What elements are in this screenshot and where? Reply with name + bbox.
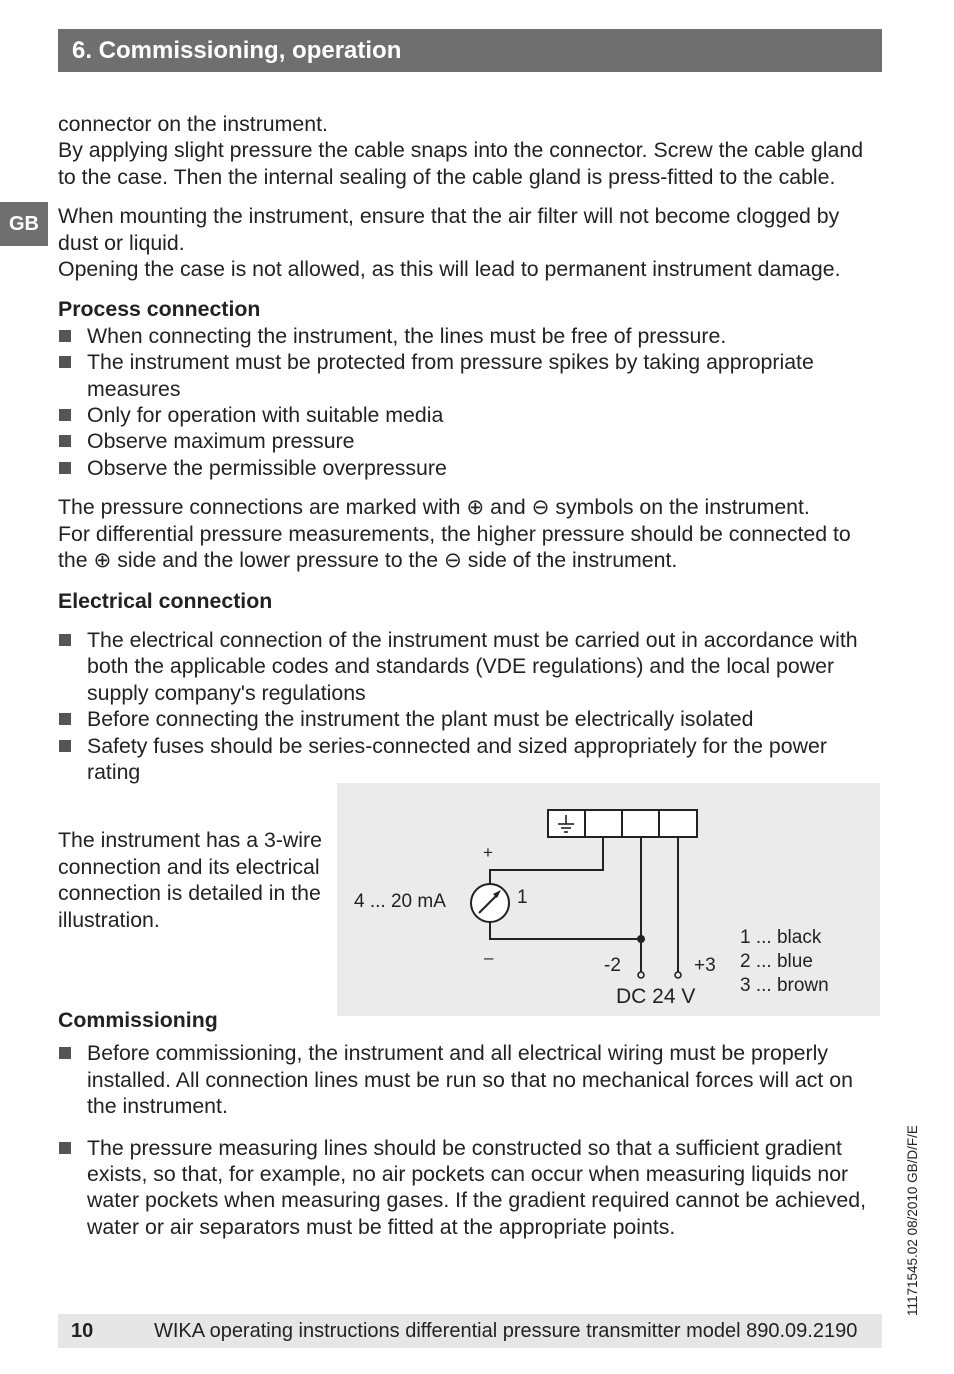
legend-brown: 3 ... brown	[740, 975, 829, 997]
list-item: Safety fuses should be series-connected and sized appropriately for the power rating	[58, 733, 884, 786]
wiring-description: The instrument has a 3-wire connection and its electrical connection is detailed in the illustration.	[58, 828, 322, 932]
list-item: When connecting the instrument, the lines must be free of pressure.	[58, 323, 884, 349]
list-item: Only for operation with suitable media	[58, 402, 884, 428]
language-tab: GB	[0, 202, 48, 246]
wiring-section	[58, 785, 884, 1043]
list-item: The electrical connection of the instrument must be carried out in accordance with both the applicable codes and standards (VDE regulations) and the local power supply company's regulations	[58, 627, 884, 706]
supply-voltage-label: DC 24 V	[616, 985, 696, 1009]
wire-terminal-1	[490, 837, 603, 890]
current-range-label: 4 ... 20 mA	[354, 891, 446, 913]
terminal-plus3-label: +3	[694, 955, 716, 977]
process-connection-list	[58, 323, 884, 481]
pressure-symbols-paragraph: The pressure connections are marked with ⊕ and ⊖ symbols on the instrument.	[58, 495, 810, 520]
list-item: Observe the permissible overpressure	[58, 455, 884, 481]
page-footer	[58, 1314, 882, 1348]
case-warning-paragraph: Opening the case is not allowed, as this will lead to permanent instrument damage.	[58, 257, 841, 282]
list-item: Before commissioning, the instrument and all electrical wiring must be properly installed. All connection lines must be run so that no mechanical forces will act on the instrument.	[58, 1040, 884, 1119]
section-header	[58, 29, 882, 72]
page-number: 10	[71, 1320, 94, 1342]
section-title: 6. Commissioning, operation	[72, 37, 402, 64]
wiring-diagram-svg	[337, 783, 880, 1016]
electrical-connection-list	[58, 627, 884, 785]
differential-pressure-paragraph: For differential pressure measurements, the higher pressure should be connected to the ⊕ side and the lower pressure to the ⊖ side of the instrument.	[58, 521, 851, 573]
footer-title: WIKA operating instructions differential pressure transmitter model 890.09.2190	[154, 1320, 858, 1342]
junction-dot	[637, 935, 645, 943]
air-filter-paragraph: When mounting the instrument, ensure that the air filter will not become clogged by dust or liquid.	[58, 204, 840, 255]
list-item: Before connecting the instrument the plant must be electrically isolated	[58, 706, 884, 732]
intro-line: connector on the instrument.	[58, 112, 328, 136]
commissioning-heading: Commissioning	[58, 1008, 218, 1033]
commissioning-list	[58, 1040, 884, 1240]
wiring-diagram	[337, 783, 880, 1016]
minus-label: –	[484, 948, 494, 968]
electrical-connection-heading: Electrical connection	[58, 588, 273, 613]
intro-paragraph: By applying slight pressure the cable snaps into the connector. Screw the cable gland to the case. Then the internal sealing of the cable gland is press-fitted to the cable.	[58, 138, 864, 189]
page-content	[58, 111, 884, 1240]
terminal-minus2-label: -2	[604, 955, 621, 977]
terminal-1-label: 1	[517, 887, 528, 909]
process-connection-heading: Process connection	[58, 297, 261, 322]
list-item: The instrument must be protected from pressure spikes by taking appropriate measures	[58, 349, 884, 402]
legend-black: 1 ... black	[740, 927, 822, 949]
list-item: The pressure measuring lines should be constructed so that a sufficient gradient exists, so that, for example, no air pockets can occur when measuring liquids nor water pockets when measuring gases. If the gradient required cannot be achieved, water or air separators must be fitted at the appropriate points.	[58, 1135, 884, 1241]
wire-to-terminal-2	[490, 922, 641, 939]
document-code: 11171545.02 08/2010 GB/D/F/E	[905, 1125, 920, 1316]
legend-blue: 2 ... blue	[740, 951, 813, 973]
list-item: Observe maximum pressure	[58, 428, 884, 454]
plus-label: +	[483, 843, 493, 863]
